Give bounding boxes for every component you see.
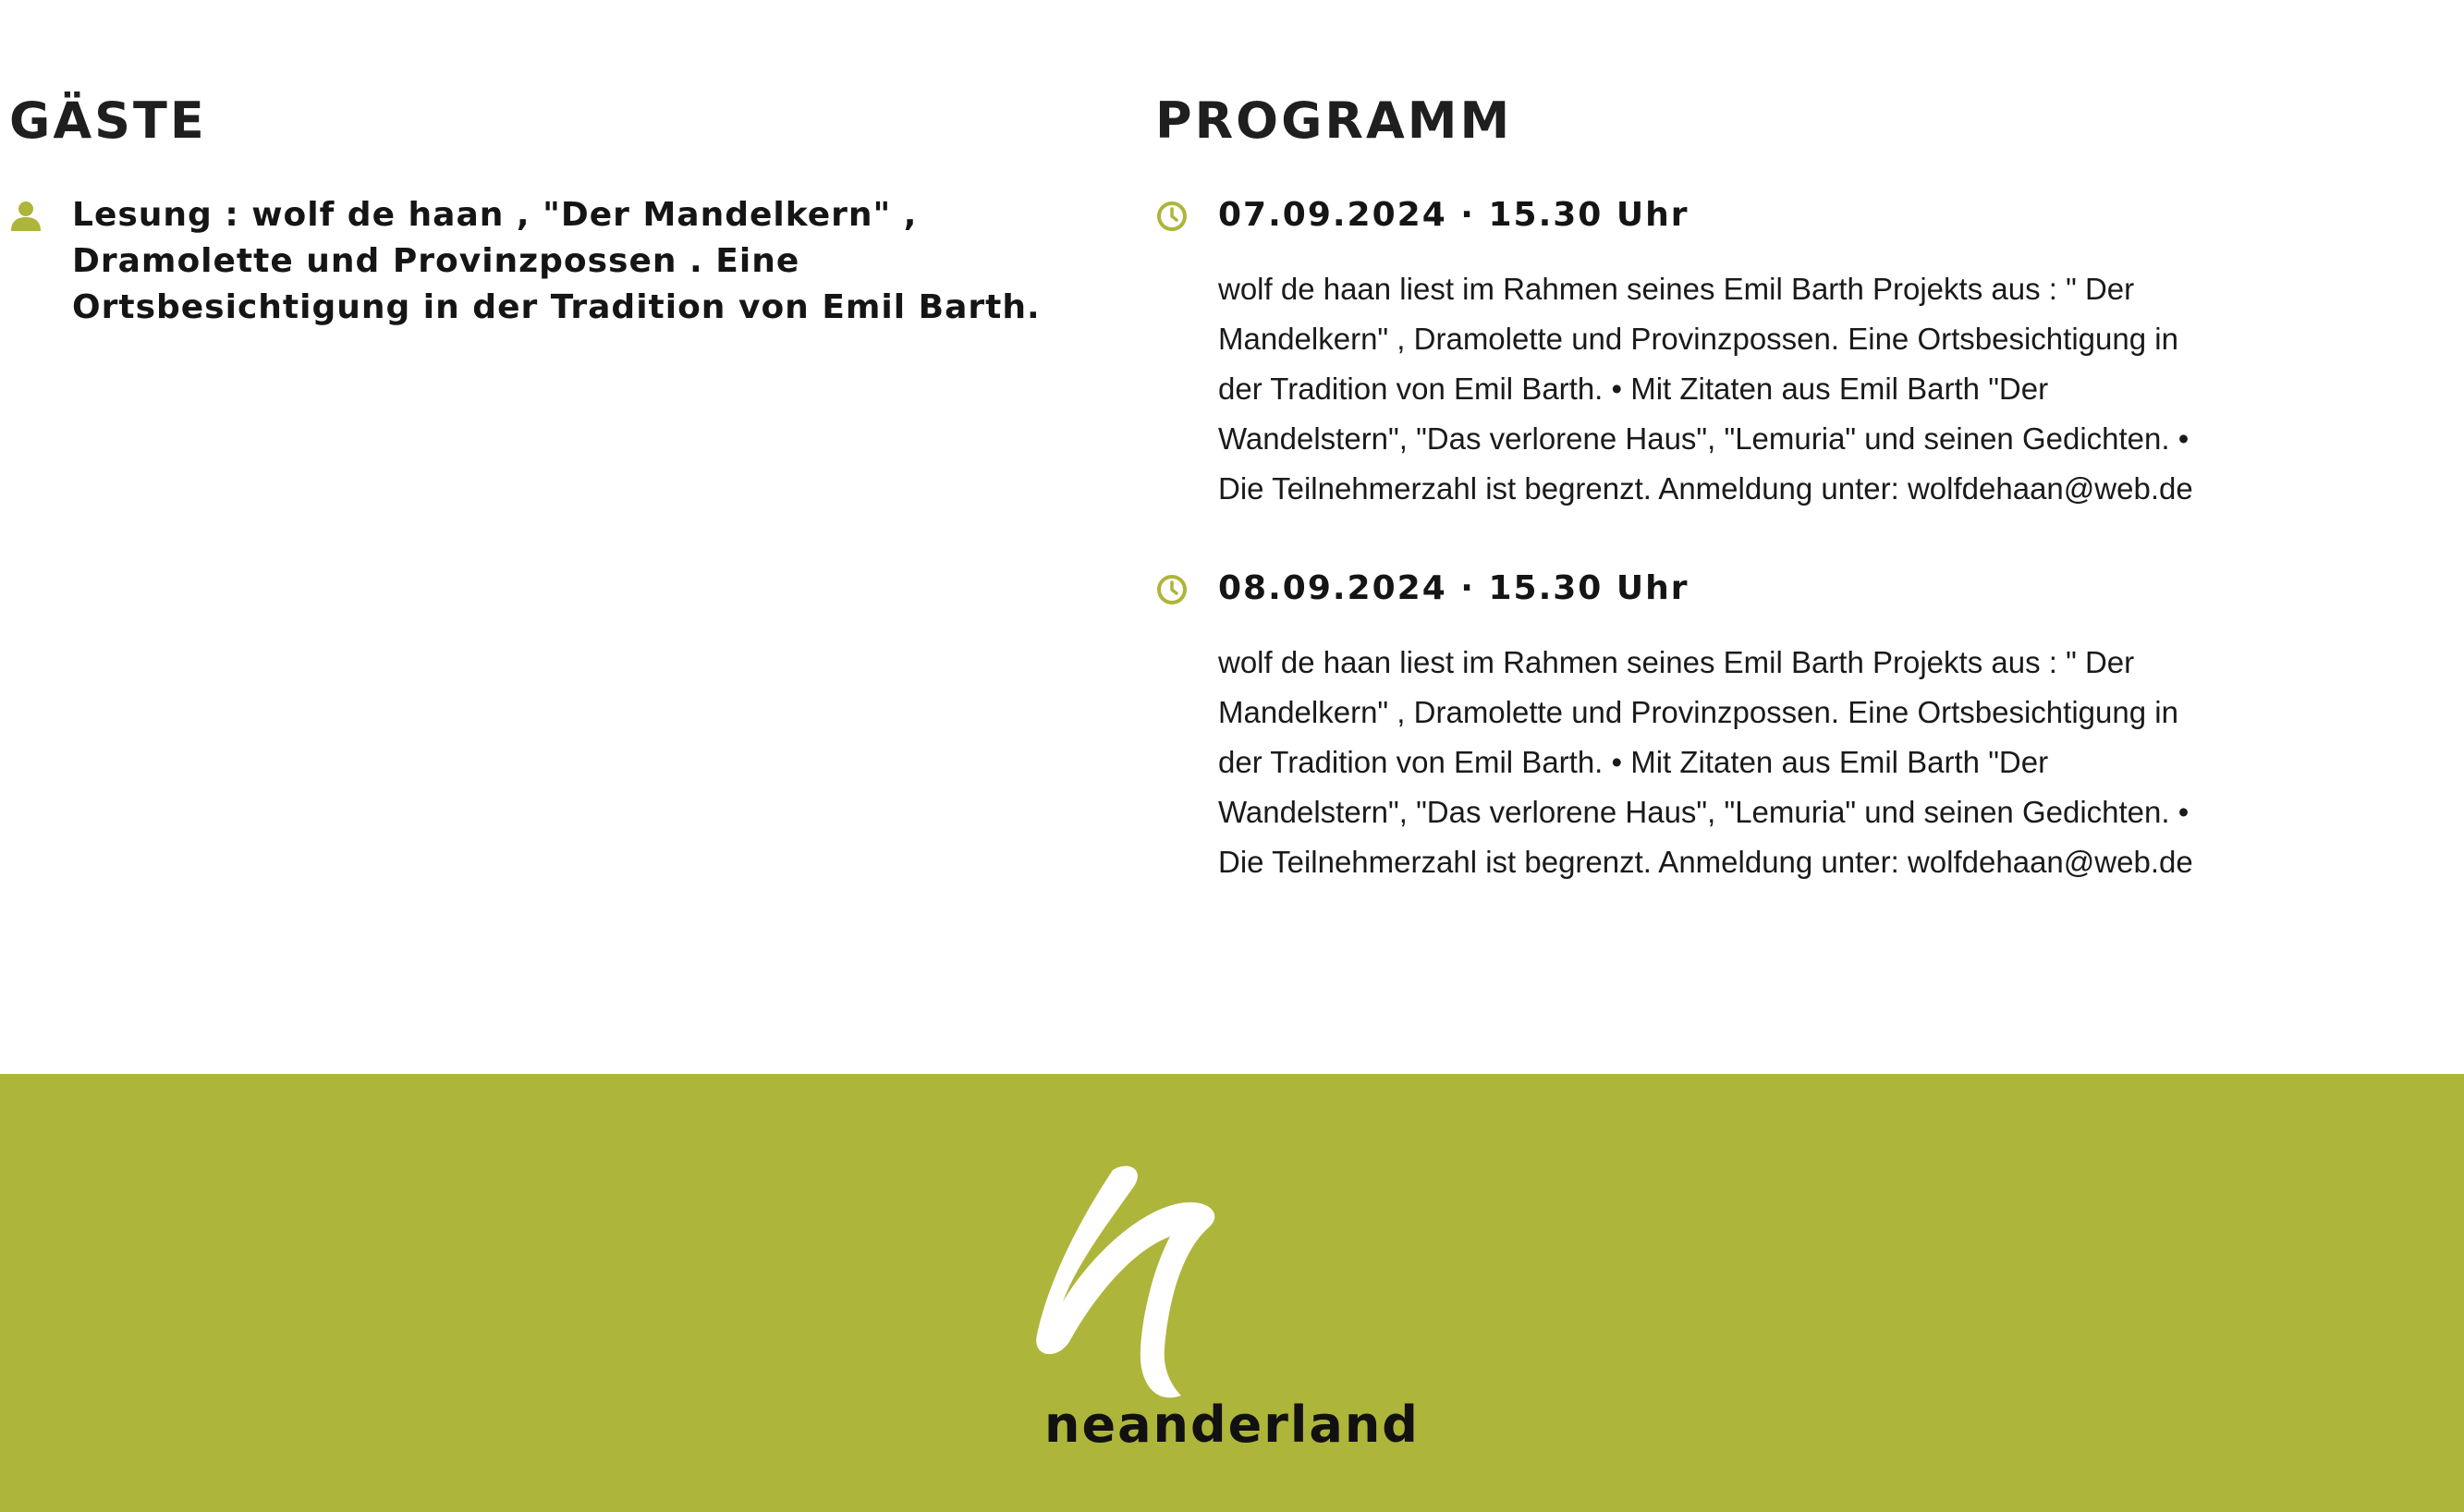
guests-title: GÄSTE (9, 91, 207, 150)
event-date: 07.09.2024 · 15.30 Uhr (1218, 196, 1689, 234)
clock-icon (1155, 200, 1189, 233)
clock-icon (1155, 573, 1189, 606)
event-description: wolf de haan liest im Rahmen seines Emil Barth Projekts aus : " Der Mandelkern" , Dramolette und Provinzpossen. Eine Ortsbesichtigung in der Tradition von Emil Barth. • Mit Zitaten aus Emil Barth "Der Wandelstern", "Das verlorene Haus", "Lemuria" und seinen Gedichten. • Die Teilnehmerzahl ist begrenzt. Anmeldung unter: wolfdehaan@web.de (1218, 645, 2193, 879)
person-icon (9, 200, 43, 233)
neanderland-logo-text[interactable]: neanderland (1044, 1396, 1420, 1454)
event-date: 08.09.2024 · 15.30 Uhr (1218, 569, 1689, 607)
event-item (1155, 566, 2227, 887)
guest-item (9, 192, 1081, 331)
event-description: wolf de haan liest im Rahmen seines Emil Barth Projekts aus : " Der Mandelkern" , Dramolette und Provinzpossen. Eine Ortsbesichtigung in der Tradition von Emil Barth. • Mit Zitaten aus Emil Barth "Der Wandelstern", "Das verlorene Haus", "Lemuria" und seinen Gedichten. • Die Teilnehmerzahl ist begrenzt. Anmeldung unter: wolfdehaan@web.de (1218, 272, 2193, 506)
guests-section (9, 89, 1081, 331)
footer (0, 1074, 2464, 1512)
guest-text: Lesung : wolf de haan , "Der Mandelkern" , Dramolette und Provinzpossen . Eine Ortsbesichtigung in der Tradition von Emil Barth. (72, 196, 1041, 326)
neanderland-logo-icon (1006, 1163, 1231, 1403)
program-section (1155, 89, 2227, 887)
event-item (1155, 192, 2227, 514)
program-title: PROGRAMM (1155, 91, 1513, 150)
